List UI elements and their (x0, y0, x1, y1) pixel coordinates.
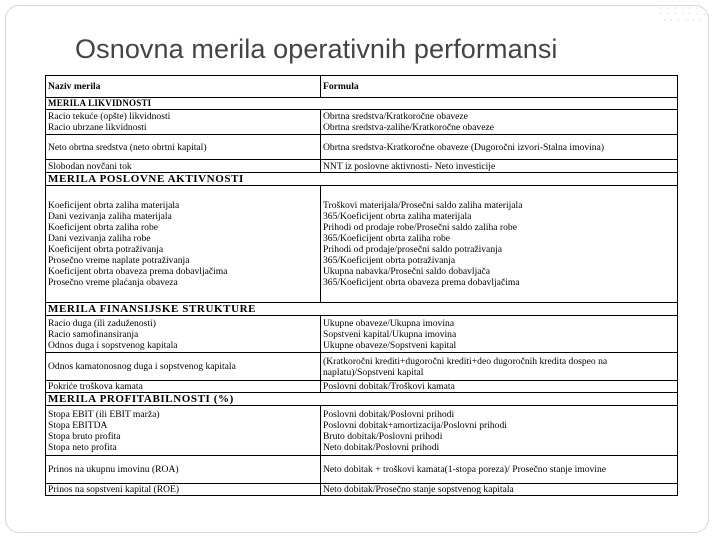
metric-formula: Neto dobitak/Poslovni prihodi (323, 441, 440, 453)
table-row (46, 160, 678, 173)
metric-formula: NNT iz poslovne aktivnosti- Neto investicije (323, 160, 496, 172)
metric-name-cell (46, 186, 321, 303)
metric-formula-cell (321, 186, 678, 303)
section-heading-row (46, 303, 678, 316)
metric-name: Odnos duga i sopstvenog kapitala (48, 339, 178, 351)
metric-name-cell (46, 110, 321, 135)
metric-formula: Bruto dobitak/Poslovni prihodi (323, 430, 443, 442)
metric-name: Odnos kamatonosnog duga i sopstvenog kapitala (48, 361, 236, 372)
metric-name: Koeficijent obrta obaveza prema dobavljačima (48, 266, 228, 277)
metric-name: Pokriće troškova kamata (48, 381, 143, 392)
metric-name: Neto obrtna sredstva (neto obrtni kapital) (48, 141, 207, 153)
metric-formula-cell (321, 406, 678, 456)
metric-formula: Sopstveni kapital/Ukupna imovina (323, 328, 457, 340)
metric-name-cell (46, 316, 321, 353)
metric-formula: Obrtna sredstva/Kratkoročne obaveze (323, 111, 468, 122)
metric-formula: Prihodi od prodaje robe/Prosečni saldo zaliha robe (323, 222, 517, 233)
table-row (46, 135, 678, 160)
metric-name: Prosečno vreme naplate potraživanja (48, 255, 190, 266)
metric-name-cell (46, 135, 321, 160)
metric-formula: (Kratkoročni krediti+dugoročni krediti+deo dugoročnih kredita dospeo na naplatu)/Sopstveni kapital (323, 355, 608, 378)
metric-formula: 365/Koeficijent obrta potraživanja (323, 255, 456, 266)
metric-formula-cell (321, 353, 678, 381)
table-row (46, 186, 678, 303)
metric-name: Stopa EBIT (ili EBIT marža) (48, 408, 160, 420)
table-row (46, 110, 678, 135)
metric-name-cell (46, 484, 321, 496)
metric-name: Koeficijent obrta zaliha robe (48, 222, 159, 233)
section-heading-row (46, 393, 678, 406)
metric-formula: Poslovni dobitak+amortizacija/Poslovni prihodi (323, 419, 507, 431)
metric-name: Prinos na sopstveni kapital (ROE) (48, 484, 180, 495)
section-heading-row (46, 173, 678, 186)
metric-name: Dani vezivanja zaliha robe (48, 233, 151, 244)
metric-name: Stopa neto profita (48, 441, 117, 453)
metric-name: Racio ubrzane likvidnosti (48, 122, 147, 133)
metric-formula: 365/Koeficijent obrta obaveza prema dobavljačima (323, 277, 520, 288)
metric-formula: Troškovi materijala/Prosečni saldo zaliha materijala (323, 200, 523, 211)
metric-name-cell (46, 456, 321, 484)
table-row (46, 381, 678, 393)
metric-formula: 365/Koeficijent obrta zaliha materijala (323, 211, 472, 222)
section-heading: MERILA LIKVIDNOSTI (46, 98, 678, 110)
metric-name: Koeficijent obrta potraživanja (48, 244, 164, 255)
section-heading-row (46, 98, 678, 110)
metric-formula: Ukupne obaveze/Ukupna imovina (323, 317, 455, 329)
metric-formula-cell (321, 110, 678, 135)
metric-formula: 365/Koeficijent obrta zaliha robe (323, 233, 451, 244)
metric-formula: Neto dobitak + troškovi kamata(1-stopa poreza)/ Prosečno stanje imovine (323, 464, 607, 475)
metric-formula: Obrtna sredstva-zalihe/Kratkoročne obaveze (323, 122, 495, 133)
table-row (46, 484, 678, 496)
metric-name: Prosečno vreme plaćanja obaveza (48, 277, 178, 288)
metric-name: Koeficijent obrta zaliha materijala (48, 200, 180, 211)
metric-formula-cell (321, 484, 678, 496)
metric-name-cell (46, 381, 321, 393)
metric-name: Prinos na ukupnu imovinu (ROA) (48, 464, 179, 475)
metric-name-cell (46, 160, 321, 173)
header-name: Naziv merila (46, 76, 321, 98)
metric-name: Stopa bruto profita (48, 430, 121, 442)
section-heading: MERILA PROFITABILNOSTI (%) (46, 393, 678, 406)
metric-formula-cell (321, 160, 678, 173)
metric-name: Racio duga (ili zaduženosti) (48, 317, 156, 329)
section-heading: MERILA FINANSIJSKE STRUKTURE (46, 303, 678, 316)
metrics-table (45, 75, 678, 496)
metric-formula-cell (321, 381, 678, 393)
metric-formula: Prihodi od prodaje/prosečni saldo potraživanja (323, 244, 503, 255)
metric-name: Racio tekuće (opšte) likvidnosti (48, 111, 171, 122)
metric-formula-cell (321, 456, 678, 484)
metric-formula: Ukupne obaveze/Sopstveni kapital (323, 339, 457, 351)
metric-name: Slobodan novčani tok (48, 160, 132, 172)
corner-dots-decoration: · · · · · · · · · · · · · · · · · · · (659, 5, 706, 24)
metric-formula: Poslovni dobitak/Poslovni prihodi (323, 408, 455, 420)
metric-formula: Neto dobitak/Prosečno stanje sopstvenog kapitala (323, 484, 514, 495)
slide-title: Osnovna merila operativnih performansi (75, 34, 558, 64)
table-row (46, 406, 678, 456)
table-row (46, 353, 678, 381)
table-row (46, 316, 678, 353)
table-header-row (46, 76, 678, 98)
metric-name: Stopa EBITDA (48, 419, 108, 431)
metric-formula-cell (321, 135, 678, 160)
metric-formula-cell (321, 316, 678, 353)
metric-formula: Poslovni dobitak/Troškovi kamata (323, 381, 455, 392)
metric-name-cell (46, 353, 321, 381)
header-formula: Formula (321, 76, 678, 98)
metric-name: Racio samofinansiranja (48, 328, 139, 340)
metric-formula: Ukupna nabavka/Prosečni saldo dobavljača (323, 266, 491, 277)
metric-name: Dani vezivanja zaliha materijala (48, 211, 172, 222)
metric-formula: Obrtna sredstva-Kratkoročne obaveze (Dugoročni izvori-Stalna imovina) (323, 141, 605, 153)
section-heading: MERILA POSLOVNE AKTIVNOSTI (46, 173, 678, 186)
table-row (46, 456, 678, 484)
metric-name-cell (46, 406, 321, 456)
